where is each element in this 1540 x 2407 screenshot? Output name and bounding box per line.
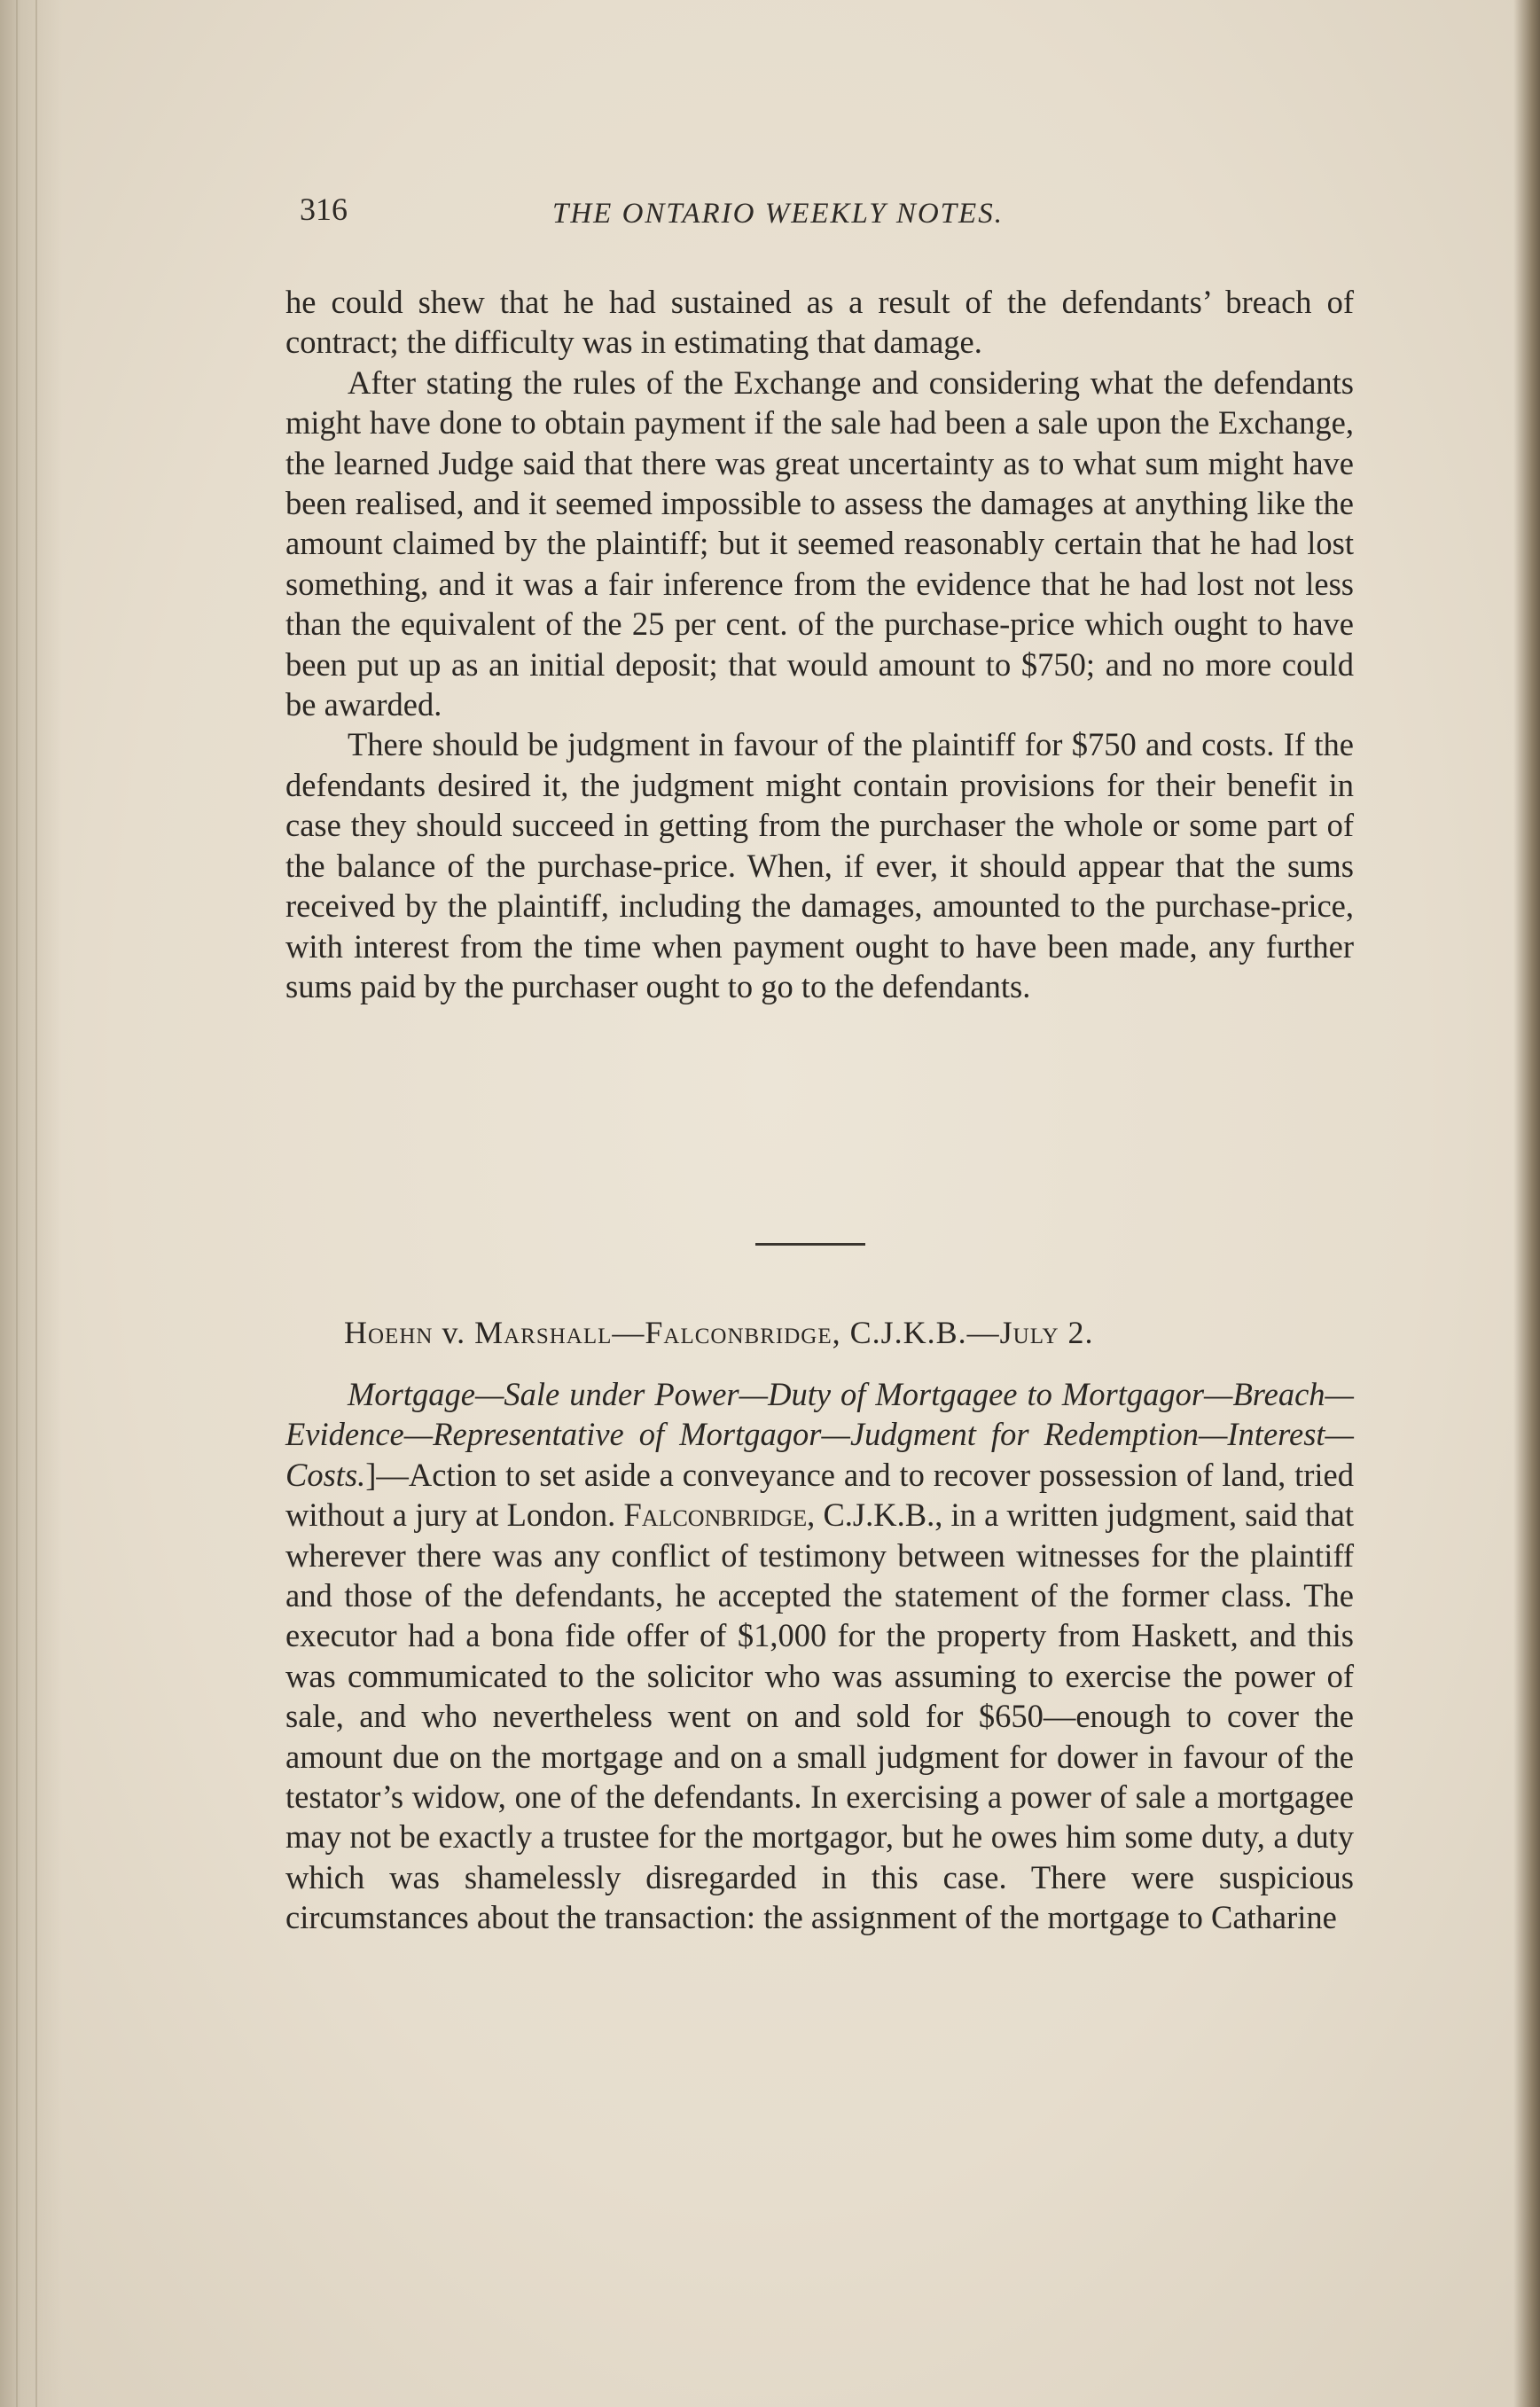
binding-line (16, 0, 18, 2407)
case-body-text: , C.J.K.B., in a written judgment, said that wherever there was any conflict of testimony between witnesses for the plaintiff and those of the defendants, he accepted the statement of the former class. The executor had a bona fide offer of $1,000 for the property from Haskett, and this was commumicated to the solicitor who was assuming to exercise the power of sale, and who nevertheless went on and sold for $650—enough to cover the amount due on the mortgage and on a small judgment for dower in favour of the testator’s widow, one of the defendants. In exercising a power of sale a mortgagee may not be exactly a trustee for the mortgagor, but he owes him some duty, a duty which was shamelessly disregarded in this case. There were suspicious circumstances about the transaction: the assignment of the mortgage to Catharine (285, 1497, 1354, 1936)
running-head: THE ONTARIO WEEKLY NOTES. (552, 198, 1004, 230)
case-headnote: Mortgage—Sale under Power—Duty of Mortgagee to Mortgagor—Breach—Evidence—Representative of Mortgagor—Judgment for Redemption—Interest—Costs. (285, 1376, 1354, 1493)
case-body-intro: ]—Action to set aside a conveyance and to recover possession of land, tried without a jury at London. (285, 1456, 1354, 1534)
text-block-continuation (285, 282, 1354, 1006)
case-date-month: July (999, 1315, 1059, 1350)
case-party-plaintiff: Hoehn (344, 1315, 434, 1350)
paragraph: After stating the rules of the Exchange and considering what the defendants might have done to obtain payment if the sale had been a sale upon the Exchange, the learned Judge said that there was great uncertainty as to what sum might have been realised, and it seemed impossible to assess the damages at anything like the amount claimed by the plaintiff; but it seemed reasonably certain that he had lost something, and it was a fair inference from the evidence that he had lost not less than the equivalent of the 25 per cent. of the purchase-price which ought to have been put up as an initial deposit; that would amount to $750; and no more could be awarded. (285, 363, 1354, 723)
case-report (285, 1374, 1354, 1938)
case-paragraph (285, 1374, 1354, 1938)
page-number: 316 (300, 191, 348, 227)
section-divider (755, 1243, 865, 1246)
page-header (300, 191, 1355, 244)
case-date-day: 2. (1059, 1315, 1094, 1350)
case-title (344, 1314, 1355, 1351)
case-judge: —Falconbridge, C.J.K.B.— (612, 1315, 1000, 1350)
case-party-defendant: Marshall (474, 1315, 613, 1350)
case-body-judge: Falconbridge (623, 1497, 808, 1534)
paragraph: There should be judgment in favour of the plaintiff for $750 and costs. If the defendants desired it, the judgment might contain provisions for their benefit in case they should succeed in getting from the purchaser the whole or some part of the balance of the purchase-price. When, if ever, it should appear that the sums received by the plaintiff, including the damages, amounted to the purchase-price, with interest from the time when payment ought to have been made, any further sums paid by the purchaser ought to go to the defendants. (285, 726, 1354, 1004)
case-versus: v. (433, 1315, 475, 1350)
binding-shadow (0, 0, 62, 2407)
paragraph: he could shew that he had sustained as a result of the defendants’ breach of contract; the difficulty was in estimating that damage. (285, 284, 1354, 361)
page-edge-shadow (1513, 0, 1540, 2407)
binding-line (35, 0, 37, 2407)
